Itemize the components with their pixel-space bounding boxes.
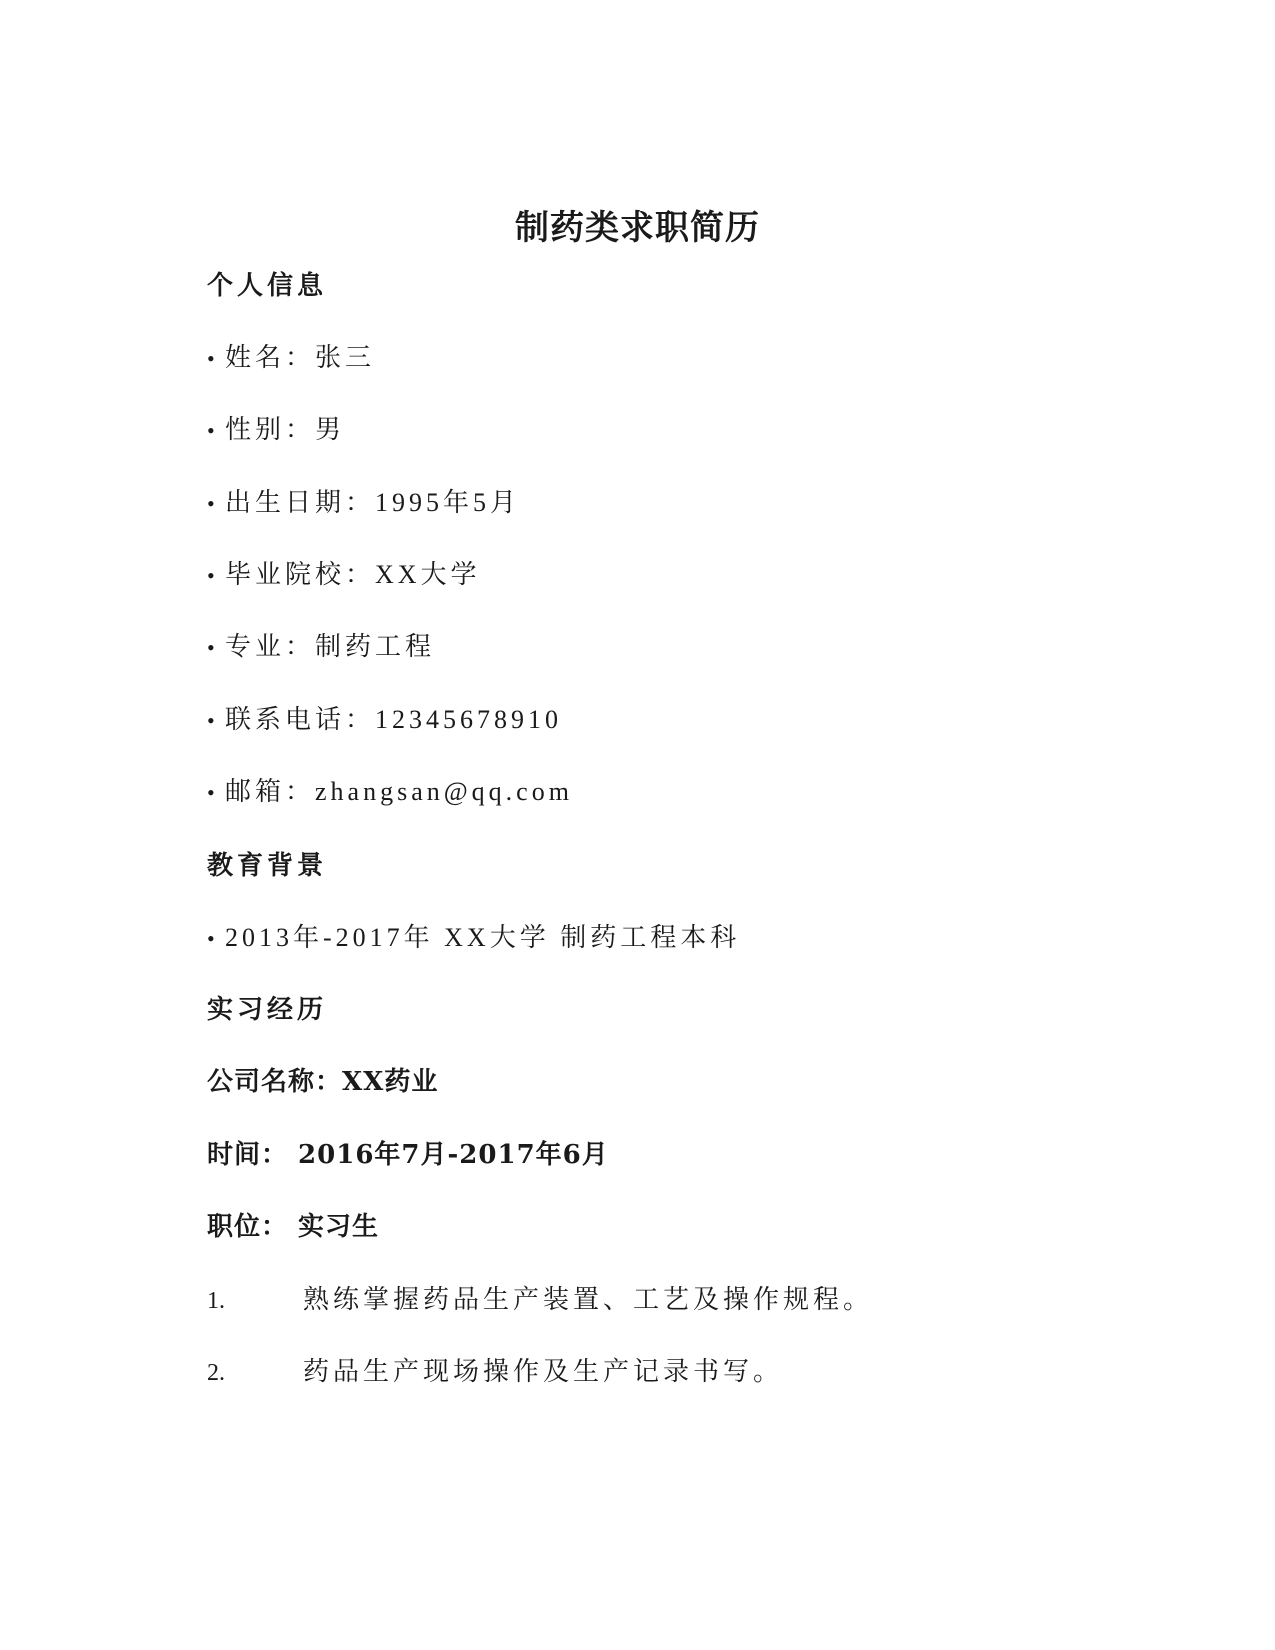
item-number: 1.: [207, 1288, 225, 1314]
bullet-icon: •: [207, 780, 219, 805]
list-item: [207, 922, 740, 955]
bullet-icon: •: [207, 635, 219, 660]
bullet-icon: •: [207, 418, 219, 443]
list-item: [207, 487, 520, 520]
personal-school: 毕业院校：XX大学: [225, 560, 481, 589]
list-item: [207, 631, 435, 664]
bullet-icon: •: [207, 926, 219, 951]
personal-gender: 性别：男: [225, 415, 346, 444]
list-item: [207, 776, 573, 809]
section-heading-internship: 实习经历: [207, 995, 328, 1025]
bullet-icon: •: [207, 346, 219, 371]
numbered-item: [207, 1356, 783, 1389]
internship-company: 公司名称：XX药业: [207, 1067, 439, 1097]
bullet-icon: •: [207, 708, 219, 733]
internship-position: 职位： 实习生: [207, 1212, 380, 1242]
section-heading-education: 教育背景: [207, 851, 328, 881]
list-item: [207, 559, 481, 592]
bullet-icon: •: [207, 491, 219, 516]
item-text: 药品生产现场操作及生产记录书写。: [303, 1357, 784, 1386]
internship-time: 时间： 2016年7月-2017年6月: [207, 1140, 609, 1170]
list-item: [207, 414, 345, 447]
page-title: 制药类求职简历: [515, 208, 760, 248]
list-item: [207, 704, 562, 737]
personal-major: 专业：制药工程: [225, 632, 436, 661]
bullet-icon: •: [207, 563, 219, 588]
personal-name: 姓名：张三: [225, 343, 376, 372]
item-text: 熟练掌握药品生产装置、工艺及操作规程。: [303, 1285, 874, 1314]
numbered-item: [207, 1284, 873, 1317]
section-heading-personal: 个人信息: [207, 271, 328, 301]
personal-birthdate: 出生日期：1995年5月: [225, 488, 521, 517]
list-item: [207, 342, 375, 375]
personal-phone: 联系电话：12345678910: [225, 705, 563, 734]
item-number: 2.: [207, 1360, 225, 1386]
personal-email: 邮箱：zhangsan@qq.com: [225, 777, 573, 806]
education-entry: 2013年-2017年 XX大学 制药工程本科: [225, 923, 741, 952]
